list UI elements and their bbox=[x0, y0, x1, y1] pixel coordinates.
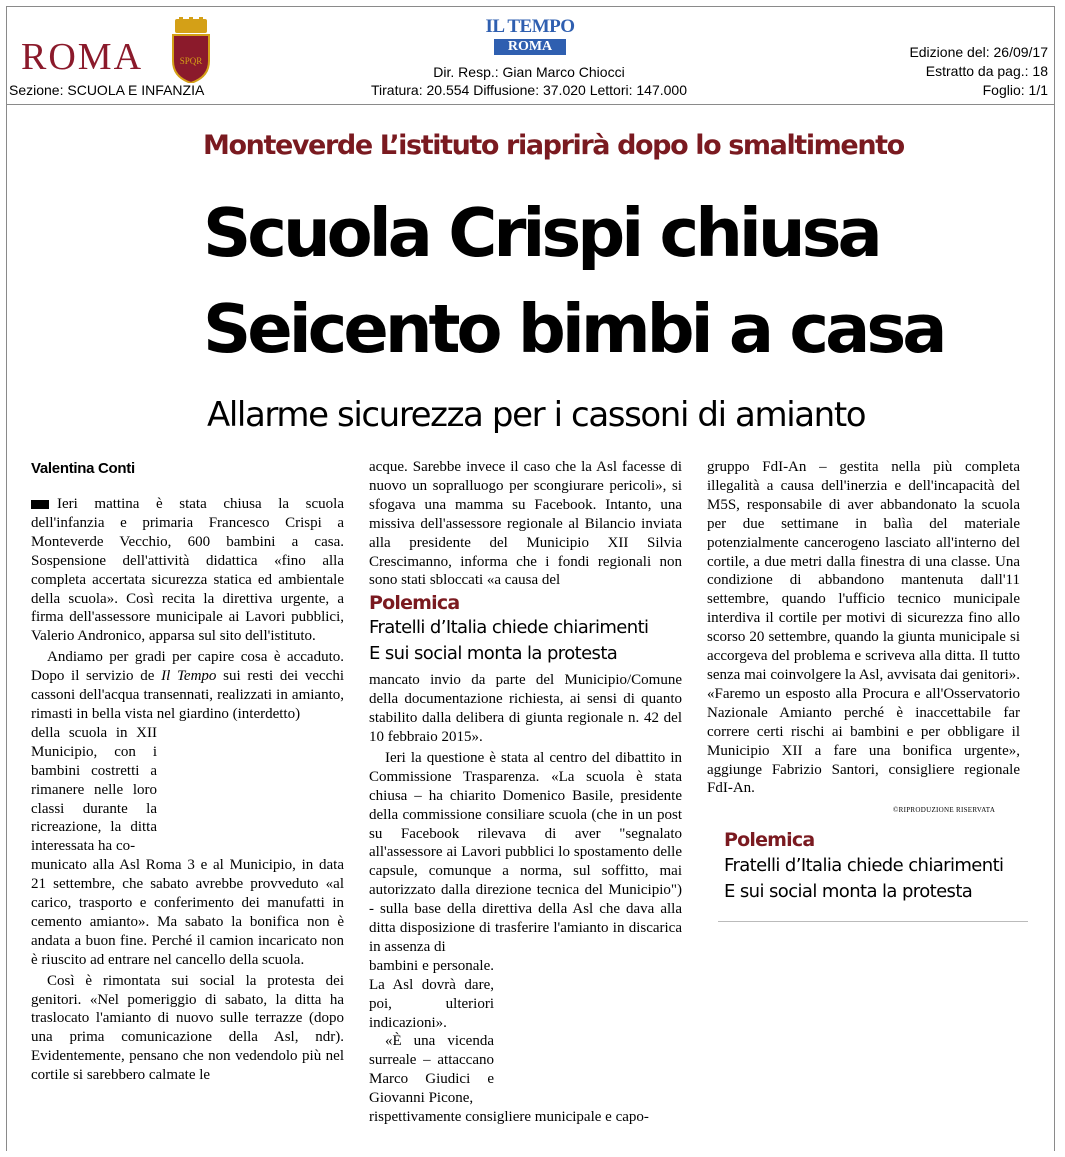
author-byline: Valentina Conti bbox=[31, 460, 135, 477]
crest-letters: SPQR bbox=[179, 56, 203, 66]
sheet-number: Foglio: 1/1 bbox=[982, 82, 1048, 98]
article-column-2 bbox=[369, 458, 682, 1127]
col2-paragraph-1: acque. Sarebbe invece il caso che la Asl facesse di nuovo un sopralluogo per scongiurare pericoli», si sfogava una mamma su Facebook. Intanto, una missiva dell'assessore regionale al Bilancio inviata alla presidente del Municipio XII Silvia Crescimanno, informa che i fondi regionali non sono stati sbloccati «a causa del bbox=[369, 459, 682, 589]
col2-paragraph-2: mancato invio da parte del Municipio/Comune della documentazione richiesta, ai sensi di quanto stabilito dalla delibera di giunta regionale n. 42 del 10 febbraio 2015». bbox=[369, 672, 682, 745]
headline-line-1: Scuola Crispi chiusa bbox=[203, 194, 879, 272]
box1-line-1: Fratelli d’Italia chiede chiarimenti bbox=[369, 617, 649, 639]
col2-paragraph-4-rest: rispettivamente consigliere municipale e capo- bbox=[369, 1109, 649, 1126]
col1-paragraph-3: Così è rimontata sui social la protesta dei genitori. «Nel pomeriggio di sabato, la ditta ha traslocato l'amianto di nuovo sulle terrazze (dopo una prima comunicazione della Asl, ndr). Evidentemente, pensano che non vedendolo più nel cortile si sarebbero calmate le bbox=[31, 972, 344, 1084]
paragraph-marker bbox=[31, 500, 49, 509]
headline-line-2: Seicento bimbi a casa bbox=[203, 290, 944, 368]
roma-crest-icon bbox=[169, 17, 213, 83]
logo-bottom-text: ROMA bbox=[494, 39, 566, 55]
box2-line-2: E sui social monta la protesta bbox=[724, 881, 973, 902]
col1-narrow-text: della scuola in XII Municipio, con i bambini costretti a rimanere nelle loro classi durante la ricreazione, la ditta interessata ha co- bbox=[31, 724, 157, 855]
col2-narrow-text-2: «È una vicenda surreale – attaccano Marco Giudici e Giovanni Picone, bbox=[369, 1033, 494, 1107]
copyright-note: ©RIPRODUZIONE RISERVATA bbox=[893, 806, 996, 814]
col1-paragraph-1: Ieri mattina è stata chiusa la scuola dell'infanzia e primaria Francesco Crispi a Monteverde Vecchio, 600 bambini a casa. Sospensione dell'attività didattica «fino alla completa accertata sicurezza statica ed ambientale della scuola». Così recita la direttiva urgente, a firma dell'assessore municipale ai Lavori pubblici, Valerio Andronico, apparsa sul sito dell'istituto. bbox=[31, 496, 344, 645]
col1-paragraph-2-rest: municato alla Asl Roma 3 e al Municipio, in data 21 settembre, che sabato avrebbe provveduto «al carico, trasporto e conferimento dei manufatti in cemento amianto». Ma sabato la bonifica non è andata a buon fine. Perché il camion incaricato non è riuscito ad entrare nel cancello della scuola. bbox=[31, 857, 344, 968]
col2-narrow-text-1: bambini e personale. La Asl dovrà dare, poi, ulteriori indicazioni». bbox=[369, 957, 494, 1031]
box2-title: Polemica bbox=[724, 829, 815, 851]
circulation-info: Tiratura: 20.554 Diffusione: 37.020 Lettori: 147.000 bbox=[371, 82, 687, 98]
edition-date: Edizione del: 26/09/17 bbox=[909, 44, 1048, 60]
clipping-header bbox=[7, 7, 1054, 105]
roma-logo-text: ROMA bbox=[21, 36, 144, 78]
logo-top-text: IL TEMPO bbox=[485, 16, 575, 37]
director-info: Dir. Resp.: Gian Marco Chiocci bbox=[433, 64, 625, 80]
article-column-3 bbox=[707, 458, 1020, 798]
col3-paragraph-1: gruppo FdI-An – gestita nella più completa illegalità a causa dell'inerzia e dell'incapacità del M5S, responsabile di aver abbandonato la scuola per due settimane in balìa del materiale potenzialmente cancerogeno lasciato all'interno del cortile, a due metri dalla finestra di una classe. Una condizione di abbandono mantenuta dall'11 settembre, quando l'ufficio tecnico municipale interdiva il cortile per motivi di sicurezza fino allo scorso 20 settembre, quando la giunta municipale si accorgeva del problema e scriveva alla ditta. Il tutto senza mai coinvolgere la Asl, avvisata dai genitori». «Faremo un esposto alla Procura e all'Osservatorio Nazionale Amianto perché è inaccettabile far correre certi rischi ai bambini e per obbligare il Municipio XII a fare una bonifica urgente», aggiunge Fabrizio Santori, consigliere regionale FdI-An. bbox=[707, 459, 1020, 797]
box2-line-1: Fratelli d’Italia chiede chiarimenti bbox=[724, 855, 1004, 876]
newspaper-name-italic: Il Tempo bbox=[161, 668, 217, 685]
section-label: Sezione: SCUOLA E INFANZIA bbox=[9, 82, 205, 98]
box1-title: Polemica bbox=[369, 592, 460, 615]
il-tempo-logo bbox=[475, 17, 585, 61]
clipping-page bbox=[6, 6, 1055, 1151]
sidebar-box-polemica-1 bbox=[369, 594, 682, 667]
article-column-1 bbox=[31, 495, 344, 1085]
article-subheadline: Allarme sicurezza per i cassoni di amianto bbox=[207, 395, 866, 435]
sidebar-box-polemica-2 bbox=[718, 829, 1028, 922]
col2-paragraph-3: Ieri la questione è stata al centro del dibattito in Commissione Trasparenza. «La scuola è stata chiusa – ha chiarito Domenico Basile, presidente della commissione consiliare scuola (che in un post su Facebook rilevava di aver "segnalato all'assessore ai Lavori pubblici lo spostamento delle capsule, comunque a norma, sul soffitto, mai autorizzato dalla direzione tecnica del Municipio") - sulla base della direttiva della Asl che dava alla ditta disposizione di trasferire l'amianto in discarica in assenza di bbox=[369, 749, 682, 955]
extract-page: Estratto da pag.: 18 bbox=[925, 63, 1048, 79]
box1-line-2: E sui social monta la protesta bbox=[369, 643, 618, 665]
col1-paragraph-2: Andiamo per gradi per capire cosa è accaduto. Dopo il servizio de Il Tempo sui resti dei vecchi cassoni dell'acqua transennati, realizzati in amianto, rimasti in bella vista nel giardino (interdetto) bbox=[31, 649, 345, 722]
article-kicker: Monteverde L’istituto riaprirà dopo lo smaltimento bbox=[203, 130, 904, 161]
